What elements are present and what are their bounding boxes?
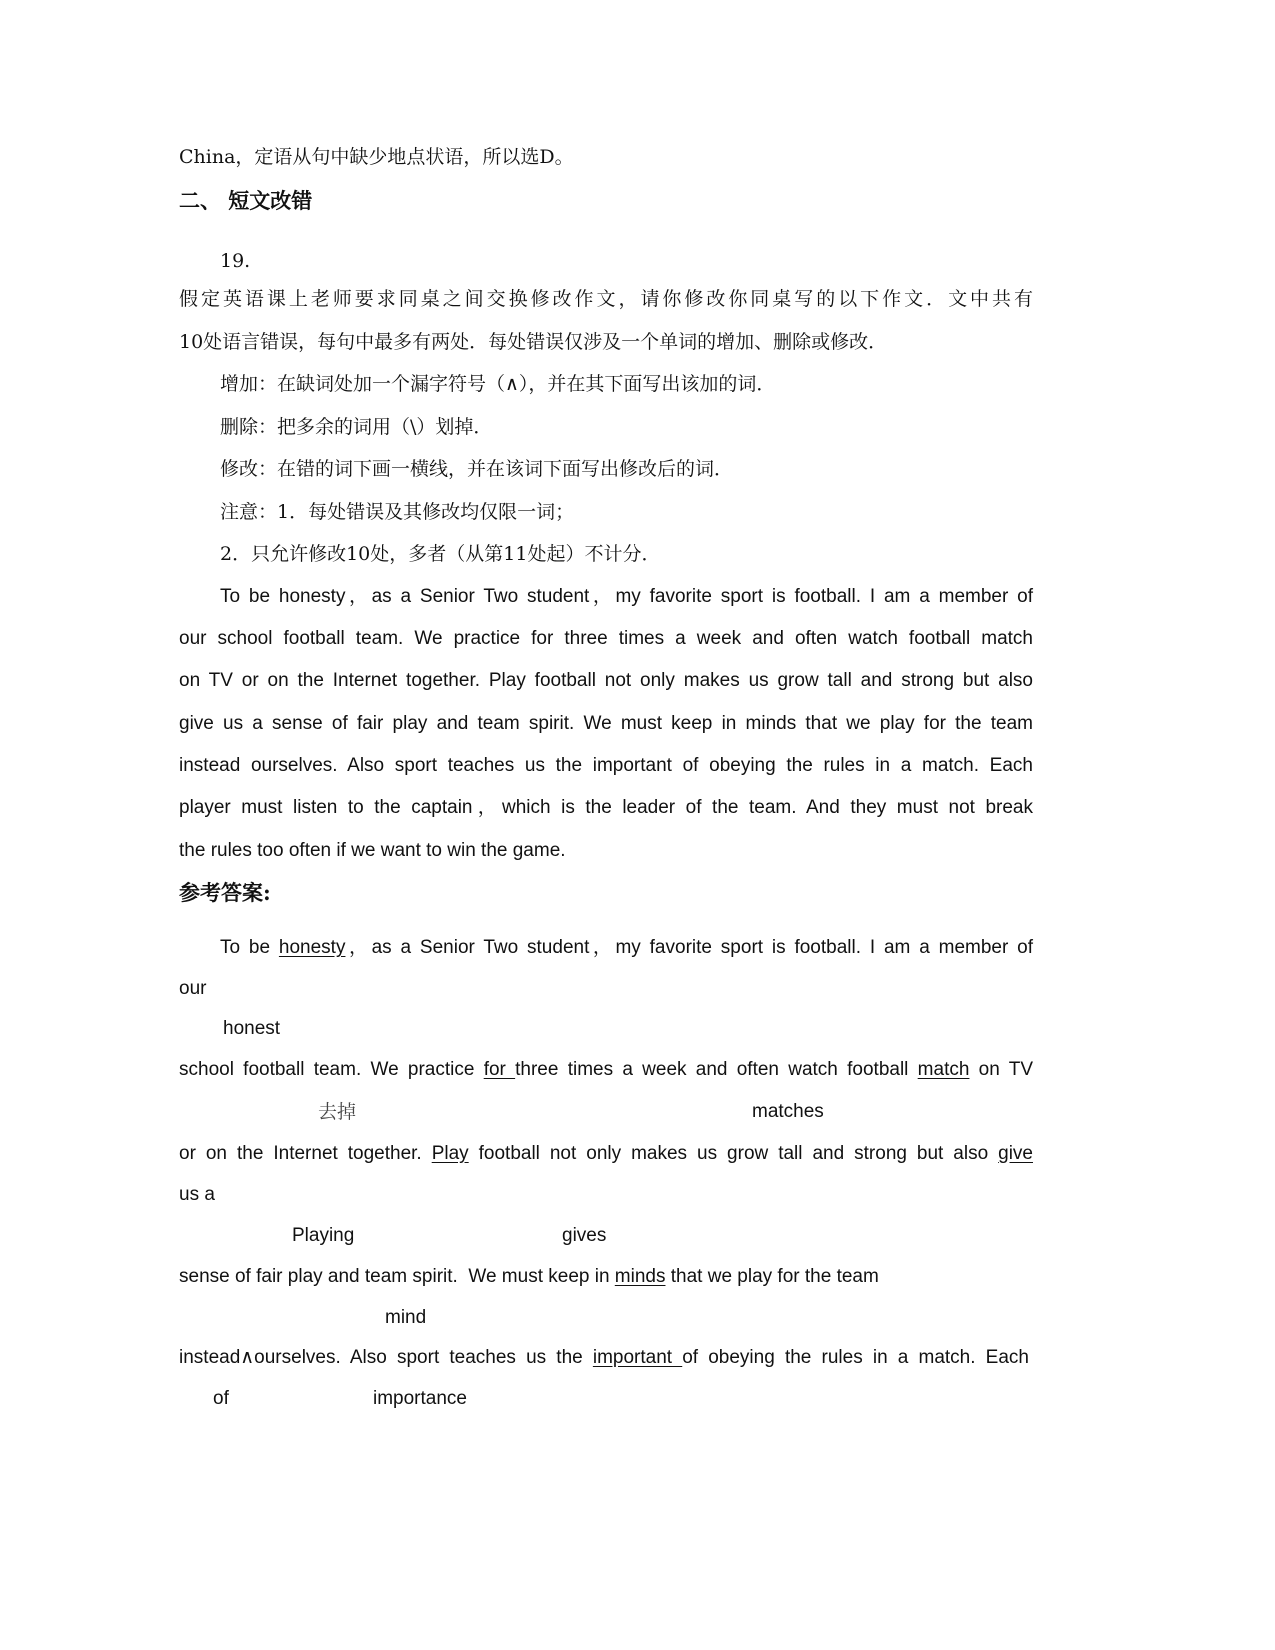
text-segment: instead ourselves. Also sport teaches us the important of obeying the rules in a match. Each — [179, 755, 1033, 776]
marked-error-word: minds — [614, 1266, 666, 1287]
text-segment: 2．只允许修改10处，多者（从第11处起）不计分． — [220, 543, 661, 565]
text-line — [179, 753, 1033, 779]
text-line — [220, 371, 775, 397]
text-segment: ，as a Senior Two student，my favorite sport is football. I am a member of — [345, 937, 1034, 958]
correction-note: gives — [562, 1225, 607, 1246]
correction-note: Playing — [292, 1225, 355, 1246]
text-line — [179, 626, 1033, 652]
text-line — [179, 668, 1033, 694]
text-line — [179, 1345, 1029, 1371]
text-line — [179, 1141, 1033, 1167]
marked-error-word: honesty — [278, 937, 346, 958]
text-line — [220, 248, 250, 274]
text-line — [179, 1057, 1033, 1083]
text-segment: football not only makes us grow tall and strong but also — [468, 1143, 999, 1164]
correction-note: matches — [752, 1101, 824, 1122]
marked-error-word: for — [483, 1059, 516, 1080]
text-line — [179, 838, 566, 864]
text-segment: that we play for the team — [665, 1266, 879, 1287]
text-line — [220, 584, 1033, 610]
text-line — [220, 935, 1033, 961]
text-segment: 注意：1．每处错误及其修改均仅限一词； — [220, 501, 575, 523]
text-segment: 二、 短文改错 — [179, 188, 313, 213]
text-segment: 修改：在错的词下画一横线，并在该词下面写出修改后的词． — [220, 458, 734, 480]
text-line — [179, 286, 1033, 312]
text-line — [179, 329, 887, 355]
text-segment: 19. — [220, 250, 251, 272]
text-line — [385, 1305, 426, 1331]
text-line — [220, 499, 574, 525]
text-line — [223, 1016, 280, 1042]
text-segment: 增加：在缺词处加一个漏字符号（∧），并在其下面写出该加的词． — [220, 373, 776, 395]
text-segment: sense of fair play and team spirit. We must keep in — [179, 1266, 615, 1287]
marked-error-word: Play — [431, 1143, 469, 1164]
text-line — [220, 456, 733, 482]
text-segment: mind — [385, 1307, 427, 1328]
text-segment: To be honesty，as a Senior Two student，my favorite sport is football. I am a member of — [220, 586, 1033, 607]
text-segment: of obeying the rules in a match. Each — [682, 1347, 1029, 1368]
text-segment: honest — [223, 1018, 281, 1039]
marked-error-word: important — [592, 1347, 683, 1368]
text-segment: our school football team. We practice for three times a week and often watch football match — [179, 628, 1033, 649]
text-segment: 删除：把多余的词用（\）划掉． — [220, 416, 493, 438]
correction-note: of — [213, 1388, 229, 1409]
text-segment: or on the Internet together. — [179, 1143, 432, 1164]
text-line — [179, 711, 1033, 737]
correction-note: 去掉 — [318, 1101, 357, 1123]
text-line — [179, 795, 1033, 821]
text-segment: our — [179, 978, 207, 999]
text-segment: China，定语从句中缺少地点状语，所以选D。 — [179, 146, 574, 168]
text-line — [179, 976, 206, 1002]
text-line — [220, 541, 660, 567]
text-line — [220, 414, 492, 440]
text-segment: give us a sense of fair play and team spirit. We must keep in minds that we play for the team — [179, 713, 1033, 734]
text-segment: three times a week and often watch football — [515, 1059, 918, 1080]
text-segment: 假定英语课上老师要求同桌之间交换修改作文，请你修改你同桌写的以下作文．文中共有 — [179, 288, 1033, 310]
marked-error-word: match — [917, 1059, 970, 1080]
text-line — [179, 144, 574, 170]
text-segment: 10处语言错误，每句中最多有两处．每处错误仅涉及一个单词的增加、删除或修改． — [179, 331, 888, 353]
section-heading — [179, 188, 312, 214]
marked-error-word: give — [998, 1143, 1033, 1164]
text-segment: us a — [179, 1184, 215, 1205]
text-segment: 参考答案: — [179, 880, 271, 905]
text-segment: on TV — [969, 1059, 1034, 1080]
text-segment: player must listen to the captain，which is the leader of the team. And they must not break — [179, 797, 1033, 818]
text-line — [179, 1264, 879, 1290]
text-line — [179, 1182, 215, 1208]
text-segment: school football team. We practice — [179, 1059, 484, 1080]
correction-note: importance — [373, 1388, 467, 1409]
text-segment: the rules too often if we want to win the game. — [179, 840, 566, 861]
section-heading — [179, 880, 271, 906]
text-segment: instead∧ourselves. Also sport teaches us the — [179, 1347, 593, 1368]
text-segment: on TV or on the Internet together. Play football not only makes us grow tall and strong but also — [179, 670, 1033, 691]
text-segment: To be — [220, 937, 279, 958]
